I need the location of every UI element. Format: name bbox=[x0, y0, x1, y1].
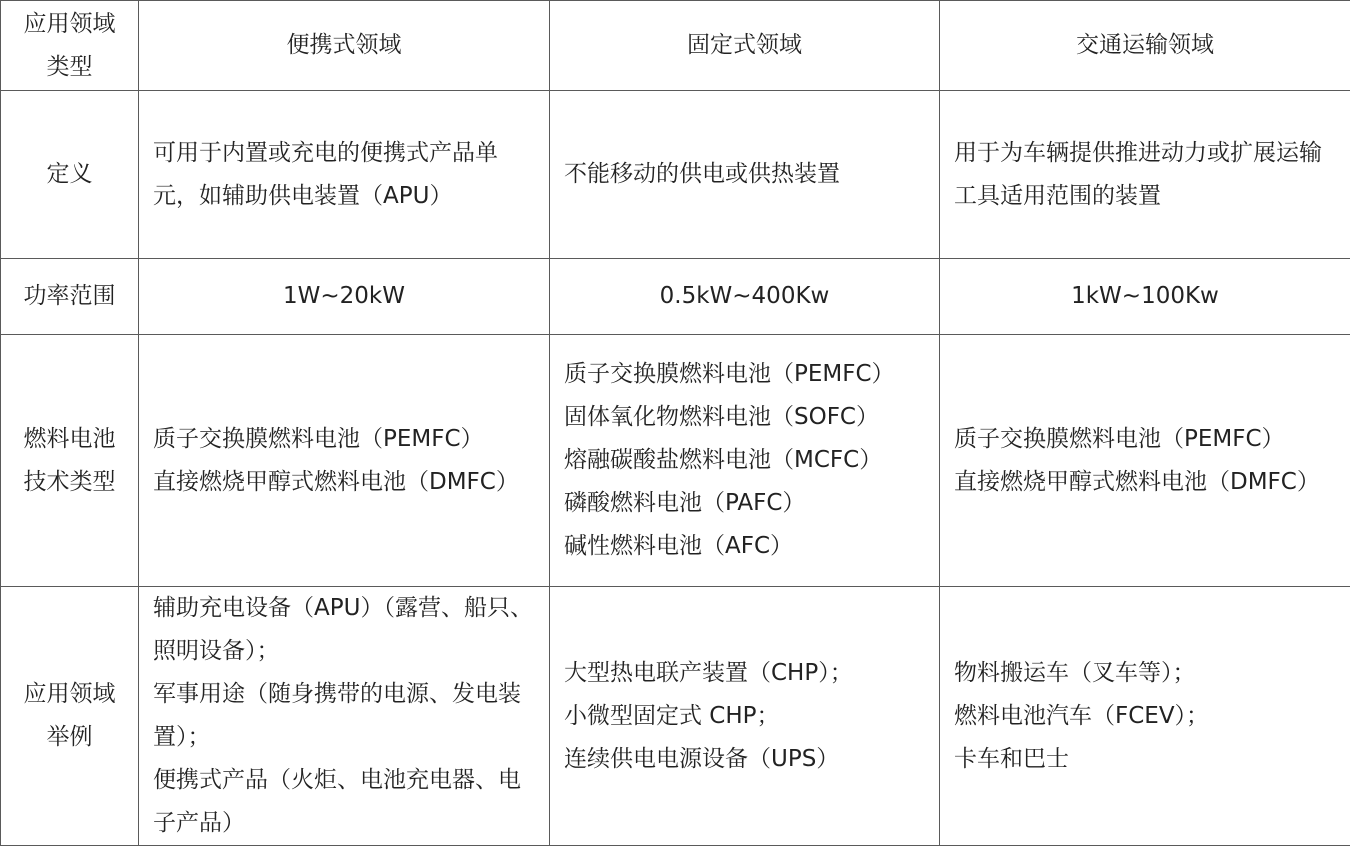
table-row-definition bbox=[1, 91, 1350, 259]
cell-power-stationary: 0.5kW~400Kw bbox=[550, 259, 940, 335]
cell-power-transport: 1kW~100Kw bbox=[940, 259, 1350, 335]
cell-examples-portable bbox=[139, 587, 550, 846]
list-item: 固体氧化物燃料电池（SOFC） bbox=[564, 404, 879, 430]
list-item: 磷酸燃料电池（PAFC） bbox=[564, 490, 806, 516]
cell-definition-transport: 用于为车辆提供推进动力或扩展运输工具适用范围的装置 bbox=[940, 91, 1350, 259]
table-row-examples bbox=[1, 587, 1350, 846]
list-item: 物料搬运车（叉车等）； bbox=[954, 659, 1196, 686]
list-item: 质子交换膜燃料电池（PEMFC） bbox=[564, 361, 895, 387]
cell-examples-transport bbox=[940, 587, 1350, 846]
list-item: 大型热电联产装置（CHP）； bbox=[564, 659, 853, 686]
table-row-power-range bbox=[1, 259, 1350, 335]
cell-tech-transport bbox=[940, 335, 1350, 587]
list-item: 直接燃烧甲醇式燃料电池（DMFC） bbox=[954, 468, 1320, 495]
column-header-transport: 交通运输领域 bbox=[940, 1, 1350, 91]
row-header-examples: 应用领域举例 bbox=[1, 587, 139, 846]
list-item: 碱性燃料电池（AFC） bbox=[564, 533, 794, 559]
list-item: 直接燃烧甲醇式燃料电池（DMFC） bbox=[153, 468, 519, 495]
row-header-technology: 燃料电池技术类型 bbox=[1, 335, 139, 587]
column-header-portable: 便携式领域 bbox=[139, 1, 550, 91]
list-item: 质子交换膜燃料电池（PEMFC） bbox=[954, 425, 1285, 452]
list-item: 辅助充电设备（APU）（露营、船只、照明设备）； bbox=[153, 595, 533, 664]
cell-tech-portable bbox=[139, 335, 550, 587]
row-header-definition: 定义 bbox=[1, 91, 139, 259]
column-header-stationary: 固定式领域 bbox=[550, 1, 940, 91]
cell-examples-stationary bbox=[550, 587, 940, 846]
list-item: 质子交换膜燃料电池（PEMFC） bbox=[153, 425, 484, 452]
list-item: 卡车和巴士 bbox=[954, 745, 1069, 772]
list-item: 连续供电电源设备（UPS） bbox=[564, 745, 840, 772]
table-row-technology bbox=[1, 335, 1350, 587]
corner-header: 应用领域类型 bbox=[1, 1, 139, 91]
list-item: 熔融碳酸盐燃料电池（MCFC） bbox=[564, 447, 883, 473]
cell-definition-portable: 可用于内置或充电的便携式产品单元，如辅助供电装置（APU） bbox=[139, 91, 550, 259]
header-row bbox=[1, 1, 1350, 91]
list-item: 燃料电池汽车（FCEV）； bbox=[954, 702, 1210, 729]
list-item: 小微型固定式 CHP； bbox=[564, 702, 780, 729]
list-item: 军事用途（随身携带的电源、发电装置）； bbox=[153, 681, 521, 750]
cell-definition-stationary: 不能移动的供电或供热装置 bbox=[550, 91, 940, 259]
row-header-power-range: 功率范围 bbox=[1, 259, 139, 335]
list-item: 便携式产品（火炬、电池充电器、电子产品） bbox=[153, 767, 521, 836]
cell-tech-stationary bbox=[550, 335, 940, 587]
cell-power-portable: 1W~20kW bbox=[139, 259, 550, 335]
